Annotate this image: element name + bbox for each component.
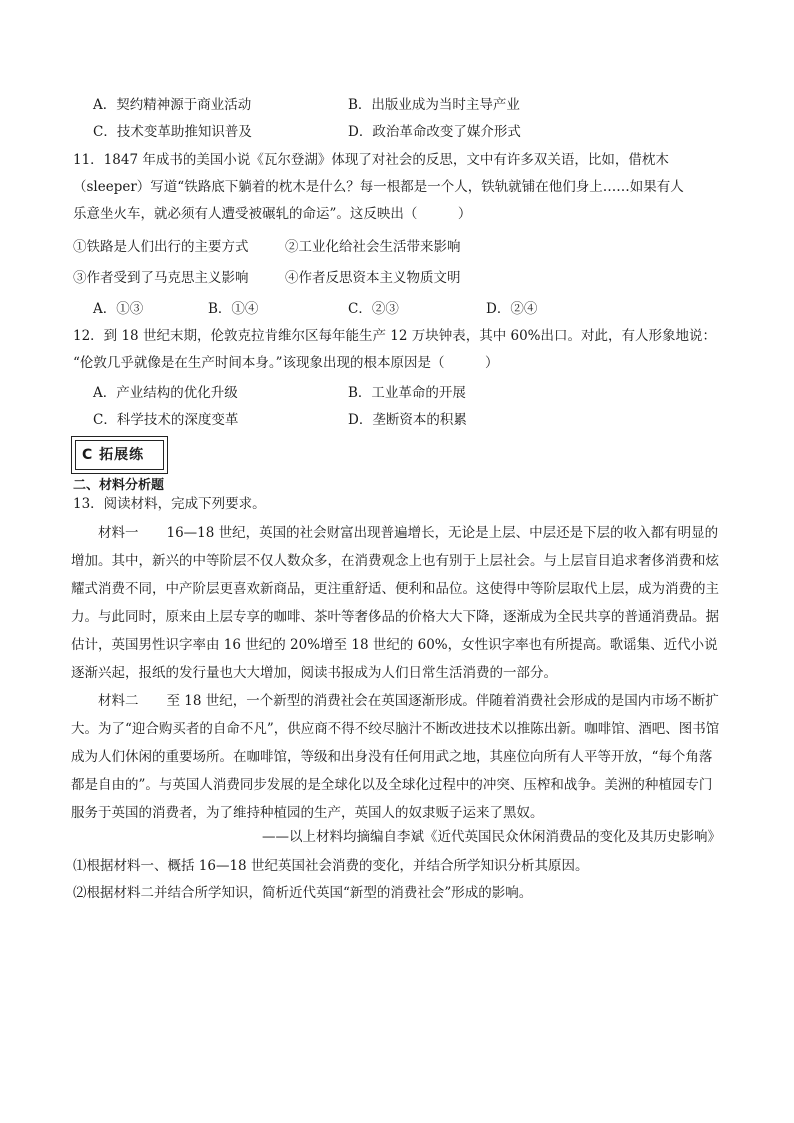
- material-1: [71, 519, 721, 687]
- q11-item-2: ②工业化给社会生活带来影响: [285, 239, 461, 255]
- material-1-label: 材料一: [98, 525, 139, 541]
- material-1-text: 16—18 世纪，英国的社会财富出现普遍增长，无论是上层、中层还是下层的收入都有明显的增加。其中，新兴的中等阶层不仅人数众多，在消费观念上也有别于上层社会。与上层盲目追求奢侈消费和炫耀式消费不同，中产阶层更喜欢新商品，更注重舒适、便利和品位。这使得中等阶层取代上层，成为消费的主力。与此同时，原来由上层专享的咖啡、茶叶等奢侈品的价格大大下降，逐渐成为全民共享的普通消费品。据估计，英国男性识字率由 16 世纪的 20%增至 18 世纪的 60%，女性识字率也有所提高。歌谣集、近代小说逐渐兴起，报纸的发行量也大大增加，阅读书报成为人们日常生活消费的一部分。: [71, 525, 719, 681]
- q12-option-a: A．产业结构的优化升级: [93, 385, 238, 401]
- extension-practice-badge: [71, 436, 168, 474]
- q11-item-3: ③作者受到了马克思主义影响: [73, 270, 249, 286]
- q12-stem-line2: “伦敦几乎就像是在生产时间本身。”该现象出现的根本原因是（ ）: [73, 355, 499, 371]
- q11-item-4: ④作者反思资本主义物质文明: [285, 270, 461, 286]
- q10-option-c: C．技术变革助推知识普及: [93, 124, 252, 140]
- sub-question-2: ⑵根据材料二并结合所学知识，简析近代英国“新型的消费社会”形成的影响。: [73, 885, 533, 901]
- material-2-label: 材料二: [98, 693, 139, 709]
- section-heading: 二、材料分析题: [73, 478, 165, 493]
- q11-option-b: B．①④: [208, 301, 259, 317]
- q11-option-a: A．①③: [93, 301, 144, 317]
- sub-question-1: ⑴根据材料一、概括 16—18 世纪英国社会消费的变化，并结合所学知识分析其原因。: [73, 858, 589, 874]
- q12-stem-line1: 12．到 18 世纪末期，伦敦克拉肯维尔区每年能生产 12 万块钟表，其中 60%出口。对此，有人形象地说：: [73, 328, 716, 344]
- q12-option-d: D．垄断资本的积累: [348, 412, 467, 428]
- q11-option-c: C．②③: [348, 301, 399, 317]
- q12-option-c: C．科学技术的深度变革: [93, 412, 239, 428]
- q11-option-d: D．②④: [486, 301, 538, 317]
- q11-item-1: ①铁路是人们出行的主要方式: [73, 239, 249, 255]
- material-2: [71, 687, 721, 827]
- q13-stem: 13．阅读材料，完成下列要求。: [73, 496, 266, 512]
- material-source: ——以上材料均摘编自李斌《近代英国民众休闲消费品的变化及其历史影响》: [262, 829, 721, 845]
- q10-option-d: D．政治革命改变了媒介形式: [348, 124, 521, 140]
- q11-stem-line1: 11．1847 年成书的美国小说《瓦尔登湖》体现了对社会的反思，文中有许多双关语，比如，借枕木: [73, 152, 669, 168]
- q10-option-b: B．出版业成为当时主导产业: [348, 97, 520, 113]
- material-2-text: 至 18 世纪，一个新型的消费社会在英国逐渐形成。伴随着消费社会形成的是国内市场不断扩大。为了“迎合购买者的自命不凡”，供应商不得不绞尽脑汁不断改进技术以推陈出新。咖啡馆、酒吧、图书馆成为人们休闲的重要场所。在咖啡馆，等级和出身没有任何用武之地，其座位向所有人平等开放，“每个角落都是自由的”。与英国人消费同步发展的是全球化以及全球化过程中的冲突、压榨和战争。美洲的种植园专门服务于英国的消费者，为了维持种植园的生产，英国人的奴隶贩子运来了黑奴。: [71, 693, 720, 821]
- q11-stem-line3: 乐意坐火车，就必须有人遭受被碾轧的命运”。这反映出（ ）: [73, 206, 472, 222]
- q11-stem-line2: （sleeper）写道“铁路底下躺着的枕木是什么？每一根都是一个人，铁轨就铺在他们身上……如果有人: [73, 179, 684, 195]
- q10-option-a: A．契约精神源于商业活动: [93, 97, 252, 113]
- q12-option-b: B．工业革命的开展: [348, 385, 466, 401]
- badge-label: C 拓展练: [75, 440, 164, 470]
